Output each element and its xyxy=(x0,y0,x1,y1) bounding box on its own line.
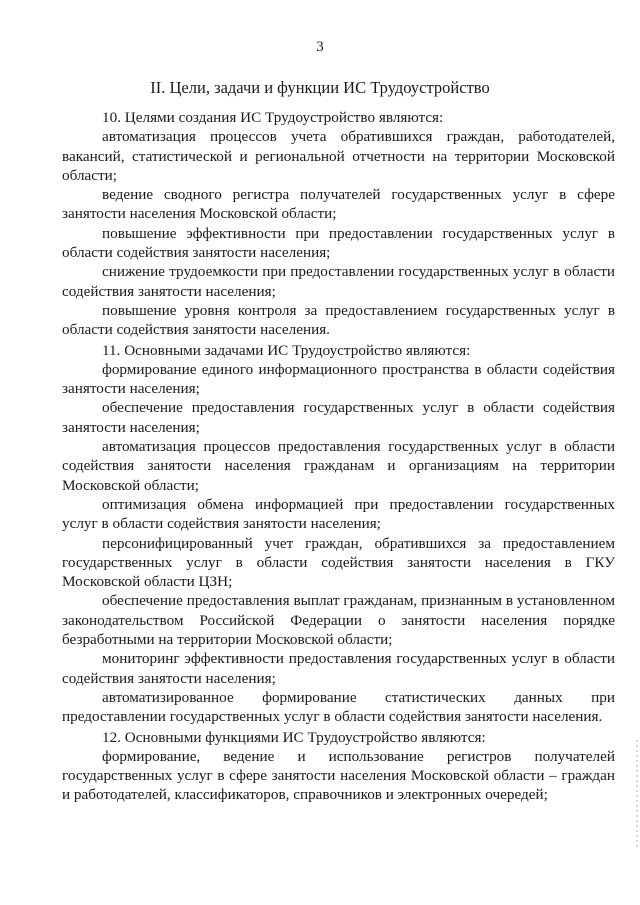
list-paragraph: формирование, ведение и использование регистров получателей государственных услуг в сфере занятости населения Московской области – граждан и работодателей, классификаторов, справочников и электронных очередей; xyxy=(62,747,615,804)
list-paragraph: мониторинг эффективности предоставления государственных услуг в области содействия занятости населения; xyxy=(62,650,615,687)
list-paragraph: автоматизированное формирование статистических данных при предоставлении государственных услуг в области содействия занятости населения. xyxy=(62,688,615,726)
numbered-paragraph: 11. Основными задачами ИС Трудоустройство являются: xyxy=(102,341,471,359)
list-paragraph: повышение эффективности при предоставлении государственных услуг в области содействия занятости населения; xyxy=(62,224,615,262)
scan-edge-mark xyxy=(636,740,638,850)
document-body xyxy=(62,107,615,805)
list-paragraph: автоматизация процессов предоставления государственных услуг в области содействия занятости населения гражданам и организациям на территории Московской области; xyxy=(62,438,615,494)
numbered-paragraph: 12. Основными функциями ИС Трудоустройство являются: xyxy=(102,728,486,746)
list-paragraph: повышение уровня контроля за предоставлением государственных услуг в области содействия занятости населения. xyxy=(62,301,615,339)
list-paragraph: автоматизация процессов учета обратившихся граждан, работодателей, вакансий, статистической и региональной отчетности на территории Московской области; xyxy=(62,128,615,184)
section-heading: II. Цели, задачи и функции ИС Трудоустройство xyxy=(150,78,490,97)
list-paragraph: формирование единого информационного пространства в области содействия занятости населения; xyxy=(62,360,615,398)
list-paragraph: оптимизация обмена информацией при предоставлении государственных услуг в области содействия занятости населения; xyxy=(62,495,615,533)
list-paragraph: обеспечение предоставления государственных услуг в области содействия занятости населения; xyxy=(62,399,615,436)
list-paragraph: ведение сводного регистра получателей государственных услуг в сфере занятости населения Московской области; xyxy=(62,186,615,223)
list-paragraph: персонифицированный учет граждан, обратившихся за предоставлением государственных услуг в области содействия занятости населения в ГКУ Московской области ЦЗН; xyxy=(62,534,615,591)
list-paragraph: снижение трудоемкости при предоставлении государственных услуг в области содействия занятости населения; xyxy=(62,263,615,300)
list-paragraph: обеспечение предоставления выплат гражданам, признанным в установленном законодательством Российской Федерации о занятости населения порядке безработными на территории Московской области; xyxy=(62,592,615,649)
page-number: 3 xyxy=(316,39,324,55)
numbered-paragraph: 10. Целями создания ИС Трудоустройство являются: xyxy=(102,109,444,126)
